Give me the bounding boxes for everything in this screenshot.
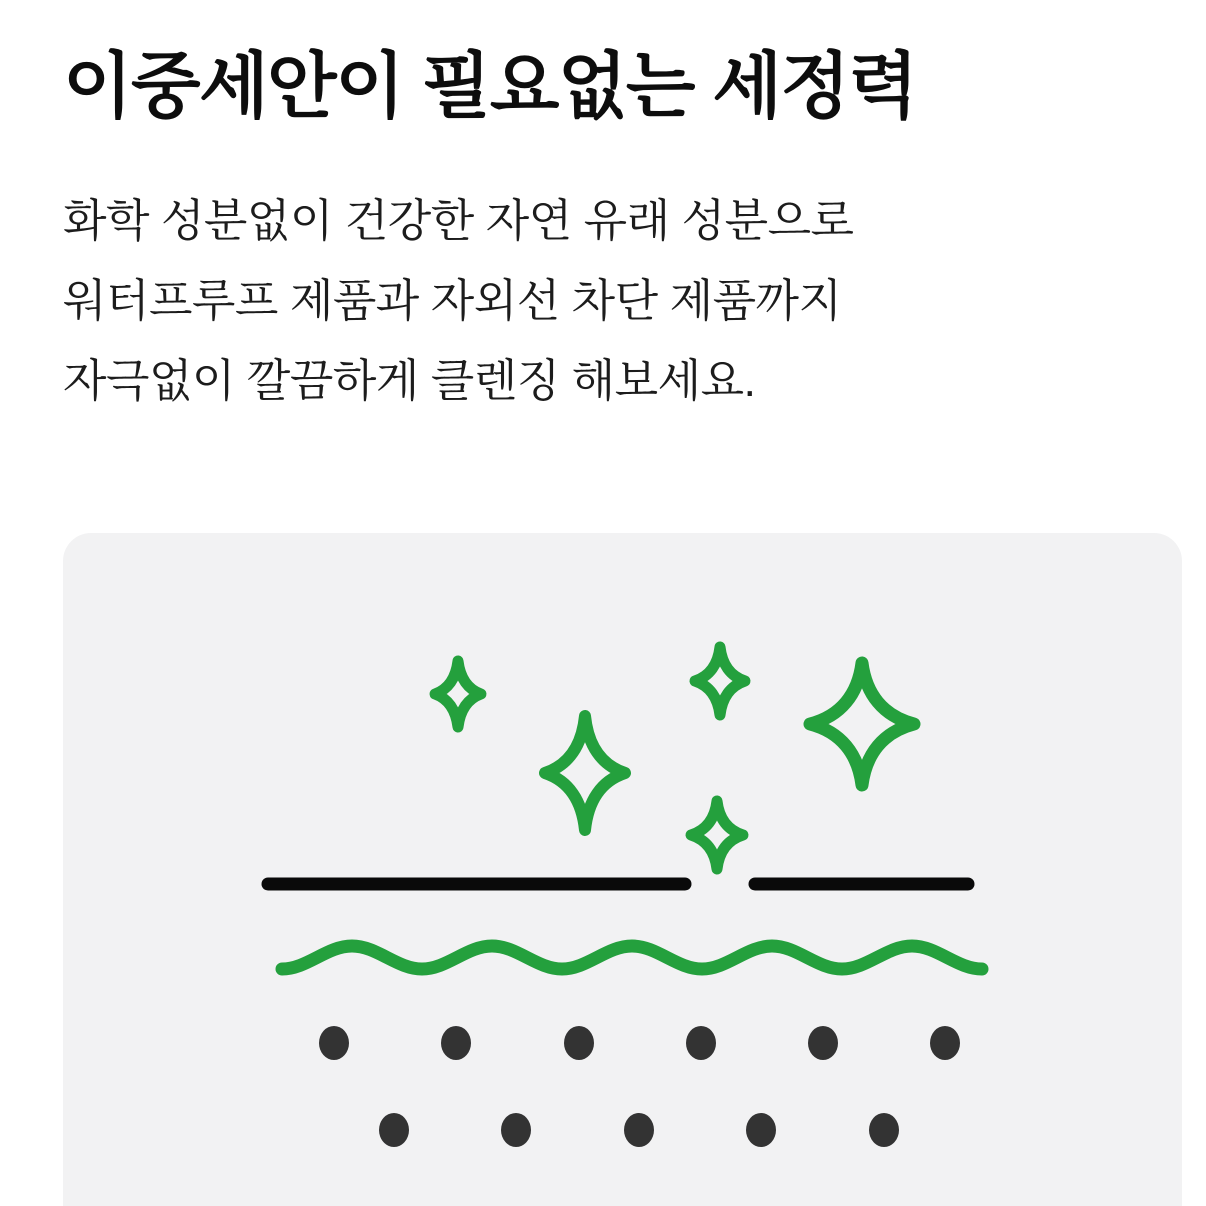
section-description-line: 화학 성분없이 건강한 자연 유래 성분으로 [63, 195, 854, 246]
pore-dot [319, 1026, 349, 1060]
pore-dot-group [319, 1026, 960, 1147]
pore-dot [808, 1026, 838, 1060]
clean-skin-illustration [63, 533, 1182, 1206]
sparkle-icon [545, 716, 625, 830]
pore-dot [564, 1026, 594, 1060]
sparkle-icon [435, 661, 481, 727]
sparkle-icon-group [435, 647, 914, 869]
pore-dot [624, 1113, 654, 1147]
pore-dot [869, 1113, 899, 1147]
pore-dot [686, 1026, 716, 1060]
pore-dot [746, 1113, 776, 1147]
pore-dot [930, 1026, 960, 1060]
section-description-line: 자극없이 깔끔하게 클렌징 해보세요. [63, 355, 756, 406]
pore-dot [441, 1026, 471, 1060]
sparkle-icon [695, 647, 745, 715]
section-description [63, 181, 854, 421]
illustration-card [63, 533, 1182, 1206]
pore-dot [379, 1113, 409, 1147]
skin-wave-line [282, 946, 982, 969]
pore-dot [501, 1113, 531, 1147]
section-title: 이중세안이 필요없는 세정력 [63, 47, 917, 127]
section-description-line: 워터프루프 제품과 자외선 차단 제품까지 [63, 275, 842, 326]
sparkle-icon [810, 663, 914, 785]
sparkle-icon [691, 801, 743, 869]
